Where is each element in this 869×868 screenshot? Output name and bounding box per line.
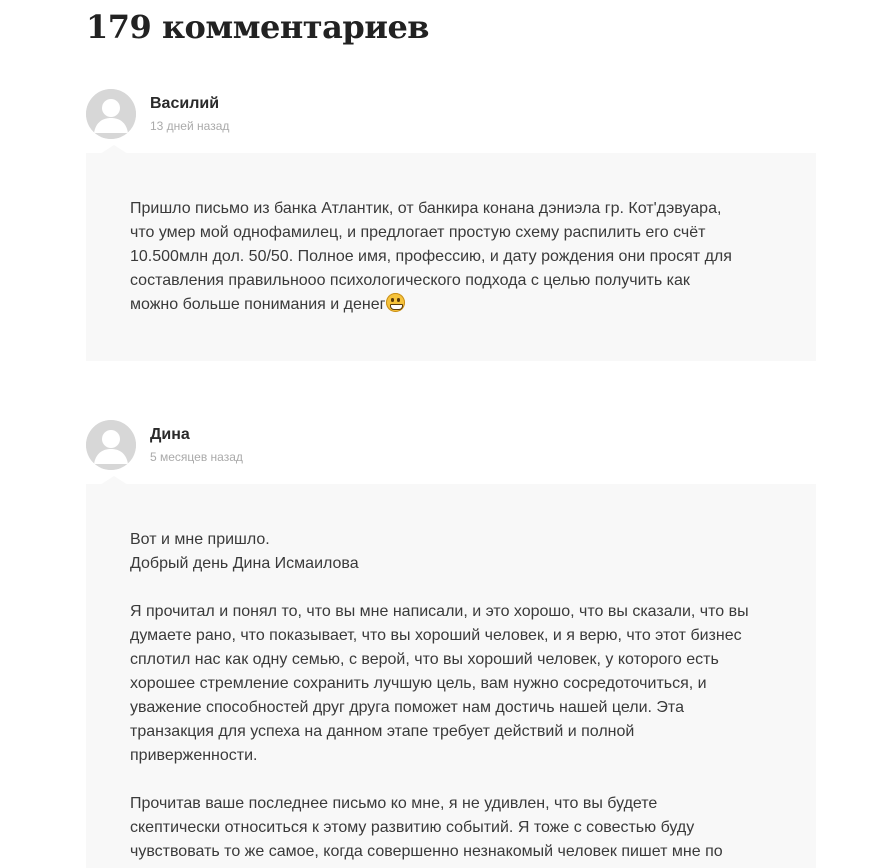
comment-line: транзакция для успеха на данном этапе требует действий и полной [130,723,635,740]
comment-paragraph [130,792,772,864]
comment-line: составления правильнооо психологического подхода с целью получить как [130,272,690,289]
comment-line: Пришло письмо из банка Атлантик, от банкира конана дэниэла гр. Кот'дэвуара, [130,200,722,217]
comment-line: можно больше понимания и денег [130,296,386,313]
comment-paragraph [130,600,772,768]
comment-date[interactable]: 13 дней назад [150,119,230,133]
comment-header [86,89,816,153]
comment-line: сплотил нас как одну семью, с верой, что вы хороший человек, у которого есть [130,651,719,668]
comment-line: что умер мой однофамилец, и предлогает простую схему распилить его счёт [130,224,706,241]
comment-line: уважение способностей друг друга поможет нам достичь нашей цели. Эта [130,699,684,716]
comment [86,89,816,361]
comment-line: приверженности. [130,747,258,764]
comment [86,420,816,868]
comment-paragraph [130,197,772,317]
bubble-pointer [100,476,128,485]
default-avatar-icon [86,89,136,139]
comment-author[interactable]: Дина [150,426,190,443]
comment-line: Прочитав ваше последнее письмо ко мне, я не удивлен, что вы будете [130,795,658,812]
comment-body [86,153,816,361]
comments-count-heading: 179 комментариев [86,8,430,46]
grinning-face-icon [386,293,405,312]
avatar[interactable] [86,89,136,139]
bubble-pointer [100,145,128,154]
comment-line: хорошее стремление сохранить лучшую цель, вам нужно сосредоточиться, и [130,675,707,692]
comment-line: Вот и мне пришло. [130,531,270,548]
comment-line: Добрый день Дина Исмаилова [130,555,359,572]
comment-line: чувствовать то же самое, когда совершенно незнакомый человек пишет мне по [130,843,723,860]
comment-date[interactable]: 5 месяцев назад [150,450,243,464]
default-avatar-icon [86,420,136,470]
comment-line: Я прочитал и понял то, что вы мне написали, и это хорошо, что вы сказали, что вы [130,603,749,620]
comment-paragraph [130,528,772,576]
avatar[interactable] [86,420,136,470]
comment-body [86,484,816,868]
comment-line: 10.500млн дол. 50/50. Полное имя, профессию, и дату рождения они просят для [130,248,732,265]
comment-header [86,420,816,484]
comment-author[interactable]: Василий [150,95,220,112]
comment-line: скептически относиться к этому развитию событий. Я тоже с совестью буду [130,819,695,836]
comment-line: думаете рано, что показывает, что вы хороший человек, и я верю, что этот бизнес [130,627,742,644]
